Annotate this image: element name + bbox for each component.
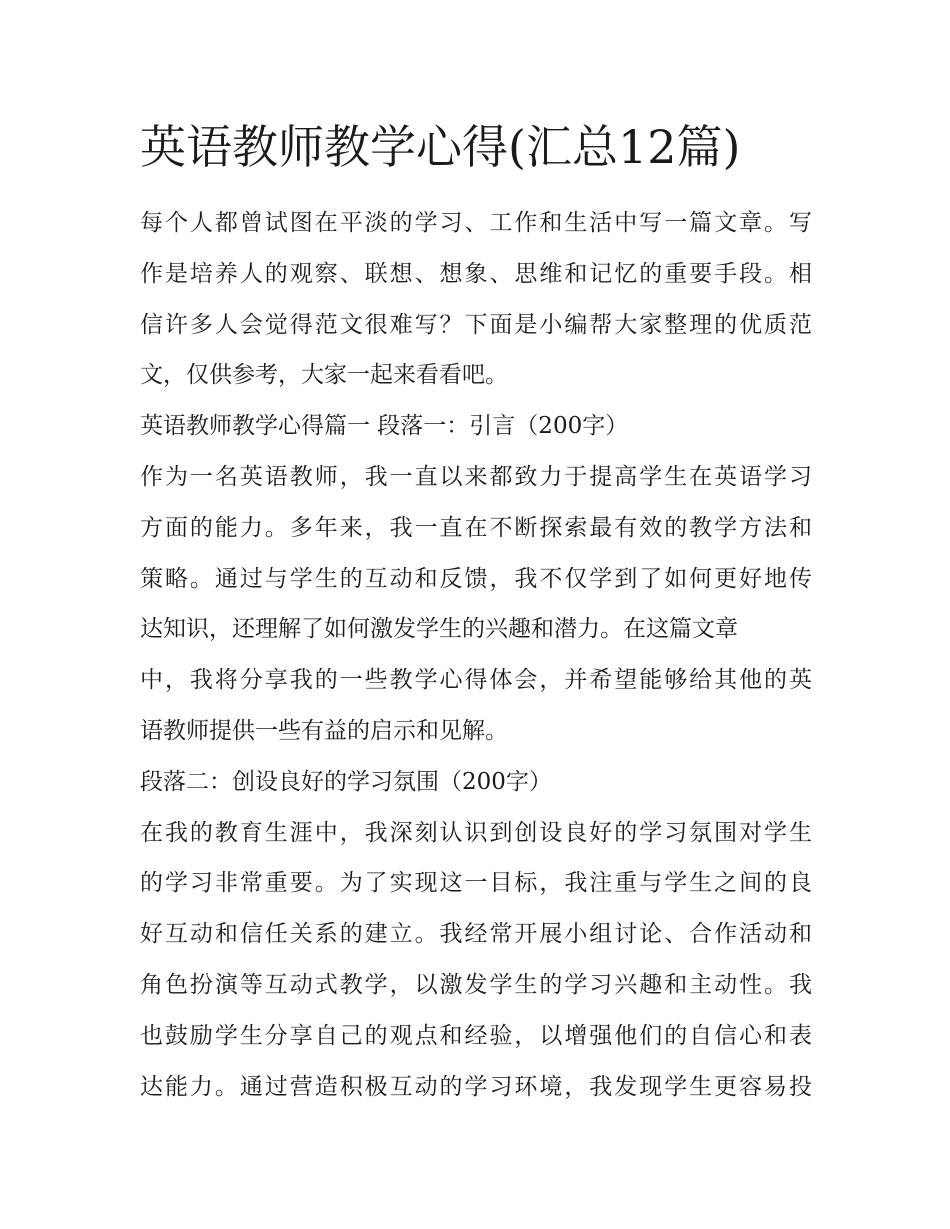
paragraph-line: 也鼓励学生分享自己的观点和经验，以增强他们的自信心和表 xyxy=(140,1022,812,1049)
paragraph-line: 作为一名英语教师，我一直以来都致力于提高学生在英语学习 xyxy=(140,463,812,490)
paragraph-line: 策略。通过与学生的互动和反馈，我不仅学到了如何更好地传 xyxy=(140,565,812,592)
paragraph-line: 作是培养人的观察、联想、想象、思维和记忆的重要手段。相 xyxy=(140,260,812,287)
page-title: 英语教师教学心得(汇总12篇) xyxy=(140,120,741,174)
paragraph-line: 好互动和信任关系的建立。我经常开展小组讨论、合作活动和 xyxy=(140,921,812,948)
section-heading: 段落二：创设良好的学习氛围（200字） xyxy=(140,768,552,795)
paragraph-line: 达能力。通过营造积极互动的学习环境，我发现学生更容易投 xyxy=(140,1073,812,1100)
paragraph-line: 语教师提供一些有益的启示和见解。 xyxy=(140,717,508,744)
paragraph-line: 角色扮演等互动式教学，以激发学生的学习兴趣和主动性。我 xyxy=(140,971,812,998)
paragraph-line: 达知识，还理解了如何激发学生的兴趣和潜力。在这篇文章 xyxy=(140,616,738,643)
paragraph-line: 信许多人会觉得范文很难写？下面是小编帮大家整理的优质范 xyxy=(140,311,812,338)
paragraph-line: 每个人都曾试图在平淡的学习、工作和生活中写一篇文章。写 xyxy=(140,210,812,236)
paragraph-line: 中，我将分享我的一些教学心得体会，并希望能够给其他的英 xyxy=(140,667,812,694)
section-heading: 英语教师教学心得篇一 段落一：引言（200字） xyxy=(140,413,629,440)
paragraph-line: 方面的能力。多年来，我一直在不断探索最有效的教学方法和 xyxy=(140,514,812,541)
document-body xyxy=(140,198,812,1112)
paragraph-line: 在我的教育生涯中，我深刻认识到创设良好的学习氛围对学生 xyxy=(140,819,812,846)
paragraph-line: 的学习非常重要。为了实现这一目标，我注重与学生之间的良 xyxy=(140,870,812,897)
paragraph-line: 文，仅供参考，大家一起来看看吧。 xyxy=(140,362,508,389)
